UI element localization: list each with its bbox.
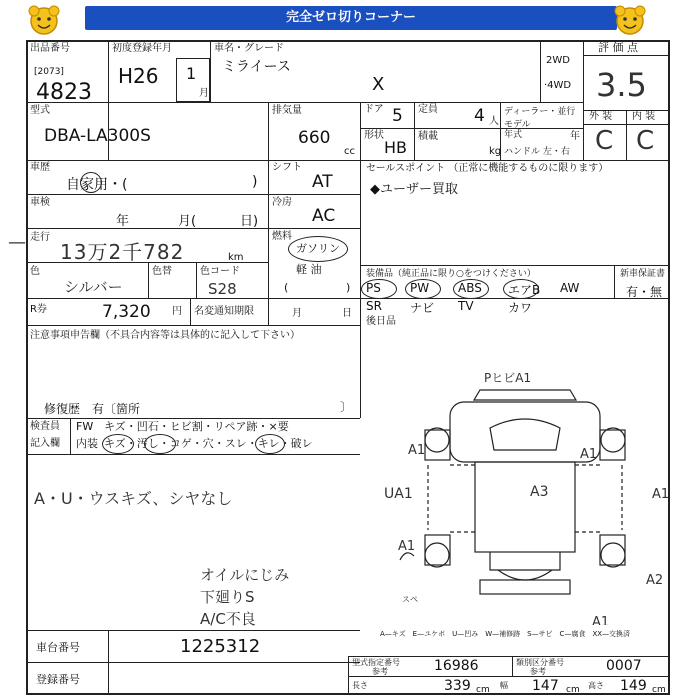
warranty-label: 新車保証書 [620,269,666,279]
diagram-mark-roof: A3 [530,484,549,500]
capacity-label: 定員 [418,104,438,115]
diagram-mark-left-lower: A1 [398,539,416,554]
color-code-label: 色コード [200,266,240,277]
notes-repair: 修復歴 有〔箇所 [44,402,141,416]
first-reg-month-unit: 月 [199,88,209,99]
dealer-label: ディーラー・並行 [504,107,576,117]
displacement-value: 660 [298,128,331,148]
equipment-item-row2-0: SR [366,299,382,313]
inspector-row2: キズ・汚し・コゲ・穴・スレ・キレ・破レ [104,437,313,450]
remark-line-1: A・U・ウスキズ、シヤなし [34,489,233,508]
color-value: シルバー [64,278,123,296]
notes-label: 注意事項申告欄（不具合内容等は具体的に記入して下さい） [30,330,300,341]
first-reg-label: 初度登録年月 [112,43,172,54]
fuel-gasoline: ガソリン [296,242,340,255]
mileage-unit: km [228,252,244,263]
diagram-small: スペ [402,595,418,604]
inspection-month: 月( [178,214,197,229]
car-grade: X [372,74,385,95]
fuel-label: 燃料 [272,231,292,242]
car-name-label: 車名・グレード [214,43,284,54]
equipment-item-row2-3: カワ [508,301,533,315]
fuel-paren-open: ( [284,281,289,294]
notes-repair-close: 〕 [340,400,353,414]
width-label: 幅 [500,681,508,690]
equipment-circle-2 [453,279,489,299]
diagram-mark-top: PヒビA1 [484,371,532,385]
chassis-label: 車台番号 [36,641,80,654]
lot-label: 出品番号 [30,43,70,54]
model-year-label: モデル年式 [504,120,531,140]
diagram-legend: A—キズ E—ユケボ U—凹み W—補修跡 S—サビ C—腐食 XX—交換済 [380,630,631,638]
designation-value: 16986 [434,658,479,674]
history-circle [80,172,102,193]
length-unit: cm [476,685,490,695]
displacement-unit: cc [344,146,355,157]
capacity-unit: 人 [489,116,499,127]
length-label: 長さ [352,681,368,690]
diagram-mark-bottom: A1 [592,615,610,625]
inspector-row2-head: 内装 [76,437,98,450]
doors-value: 5 [392,106,403,126]
height-label: 高さ [588,681,604,690]
equipment-item-0: PS [366,281,381,295]
capacity-value: 4 [474,106,485,126]
equipment-item-3: エアB [508,283,541,297]
remark-line-3: 下廻りS [200,588,255,606]
chassis-value: 1225312 [180,636,261,657]
car-name: ミライース [222,59,291,75]
equipment-circle-0 [361,279,397,299]
model-year-unit: 年 [570,131,580,142]
model-value: DBA-LA300S [44,126,151,146]
remark-line-4: A/C不良 [200,610,256,628]
ac-label: 冷房 [272,197,292,208]
history-label: 車歴 [30,162,50,173]
load-label: 積載 [418,131,438,142]
category-label: 類別区分番号 [516,658,564,667]
tax-day: 日 [342,308,352,319]
height-unit: cm [652,685,666,695]
diagram-mark-right-lower: A2 [646,573,664,588]
diagram-mark-right-upper: A1 [580,447,598,462]
width-unit: cm [566,685,580,695]
rating-int: C [636,126,655,156]
displacement-label: 排気量 [272,105,302,116]
page-header-title: 完全ゼロ切りコーナー [85,6,617,30]
rear-seat-label: 後日品 [366,316,396,327]
shift-value: AT [312,172,333,192]
warranty-value: 有・無 [626,285,663,299]
inspector-row1: キズ・凹石・ヒビ割・リペア跡・×要 [104,420,289,433]
fuel-circle [288,236,348,262]
equipment-item-4: AW [560,281,580,295]
rating-score: 3.5 [596,66,647,104]
tax-label: 名変通知期限 [194,306,254,317]
equipment-circle-1 [405,279,441,299]
designation-sub: 参考 [372,667,388,676]
drive-2wd: 2WD [546,55,570,66]
first-reg-year: H26 [118,64,159,88]
ac-value: AC [312,206,336,226]
equipment-circle-3 [503,279,539,299]
width-value: 147 [532,678,559,694]
rating-int-label: 内 装 [632,111,656,122]
rating-label: 評 価 点 [598,41,638,54]
color-change-label: 色替 [152,266,172,277]
shape-value: HB [384,138,408,157]
car-condition-diagram [380,370,670,625]
height-value: 149 [620,678,647,694]
color-code-value: S28 [208,280,237,298]
sales-point-label: セールスポイント （正常に機能するものに限ります） [366,163,609,174]
r-coupon-label: R券 [30,304,47,315]
model-label: 型式 [30,105,50,116]
diagram-mark-left-door: UA1 [384,486,413,502]
inspection-label: 車検 [30,197,50,208]
drive-4wd: ·4WD [544,80,572,91]
lot-number: 4823 [36,80,92,105]
remark-line-2: オイルにじみ [200,566,290,584]
category-value: 0007 [606,658,642,674]
rating-ext-label: 外 装 [589,111,613,122]
designation-label: 型式指定番号 [352,658,400,667]
history-close: ) [252,174,258,190]
load-unit: kg [489,146,502,157]
r-coupon-value: 7,320 [102,302,151,322]
inspector-label1: 検査員 [30,421,60,432]
mileage-label: 走行 [30,232,50,243]
shift-label: シフト [272,162,302,173]
equipment-item-2: ABS [458,281,482,295]
inspection-day: 日) [240,214,259,229]
mileage-value: 13万2千782 [60,240,185,264]
shape-label: 形状 [364,130,384,141]
category-sub: 参考 [530,667,546,676]
first-reg-month: 1 [186,64,197,83]
equipment-item-row2-2: TV [458,299,474,313]
sales-point-note: ◆ユーザー買取 [370,182,458,197]
inspection-year: 年 [116,214,130,229]
inspector-row1-head: FW [76,420,94,433]
equipment-item-row2-1: ナビ [410,301,435,315]
doors-label: ドア [364,104,384,115]
equipment-label: 装備品（純正品に限り○をつけください） [366,269,536,279]
mascot-bear-icon [612,4,648,38]
diagram-mark-left-upper: A1 [408,443,426,458]
fuel-paren-close: ) [346,281,351,294]
color-label: 色 [30,266,40,277]
tax-month: 月 [292,308,302,319]
history-value: 自家用・( [66,177,128,193]
registration-label: 登録番号 [36,673,80,686]
lot-code: [2073] [34,67,64,77]
diagram-mark-right-door: A1 [652,487,670,502]
handle-label: ハンドル 左・右 [504,147,570,157]
r-coupon-unit: 円 [172,306,182,317]
equipment-item-1: PW [410,281,430,295]
length-value: 339 [444,678,471,694]
rating-ext: C [595,126,614,156]
mascot-bear-icon [26,4,62,38]
inspector-label2: 記入欄 [30,438,60,449]
fuel-diesel: 軽 油 [296,263,322,276]
